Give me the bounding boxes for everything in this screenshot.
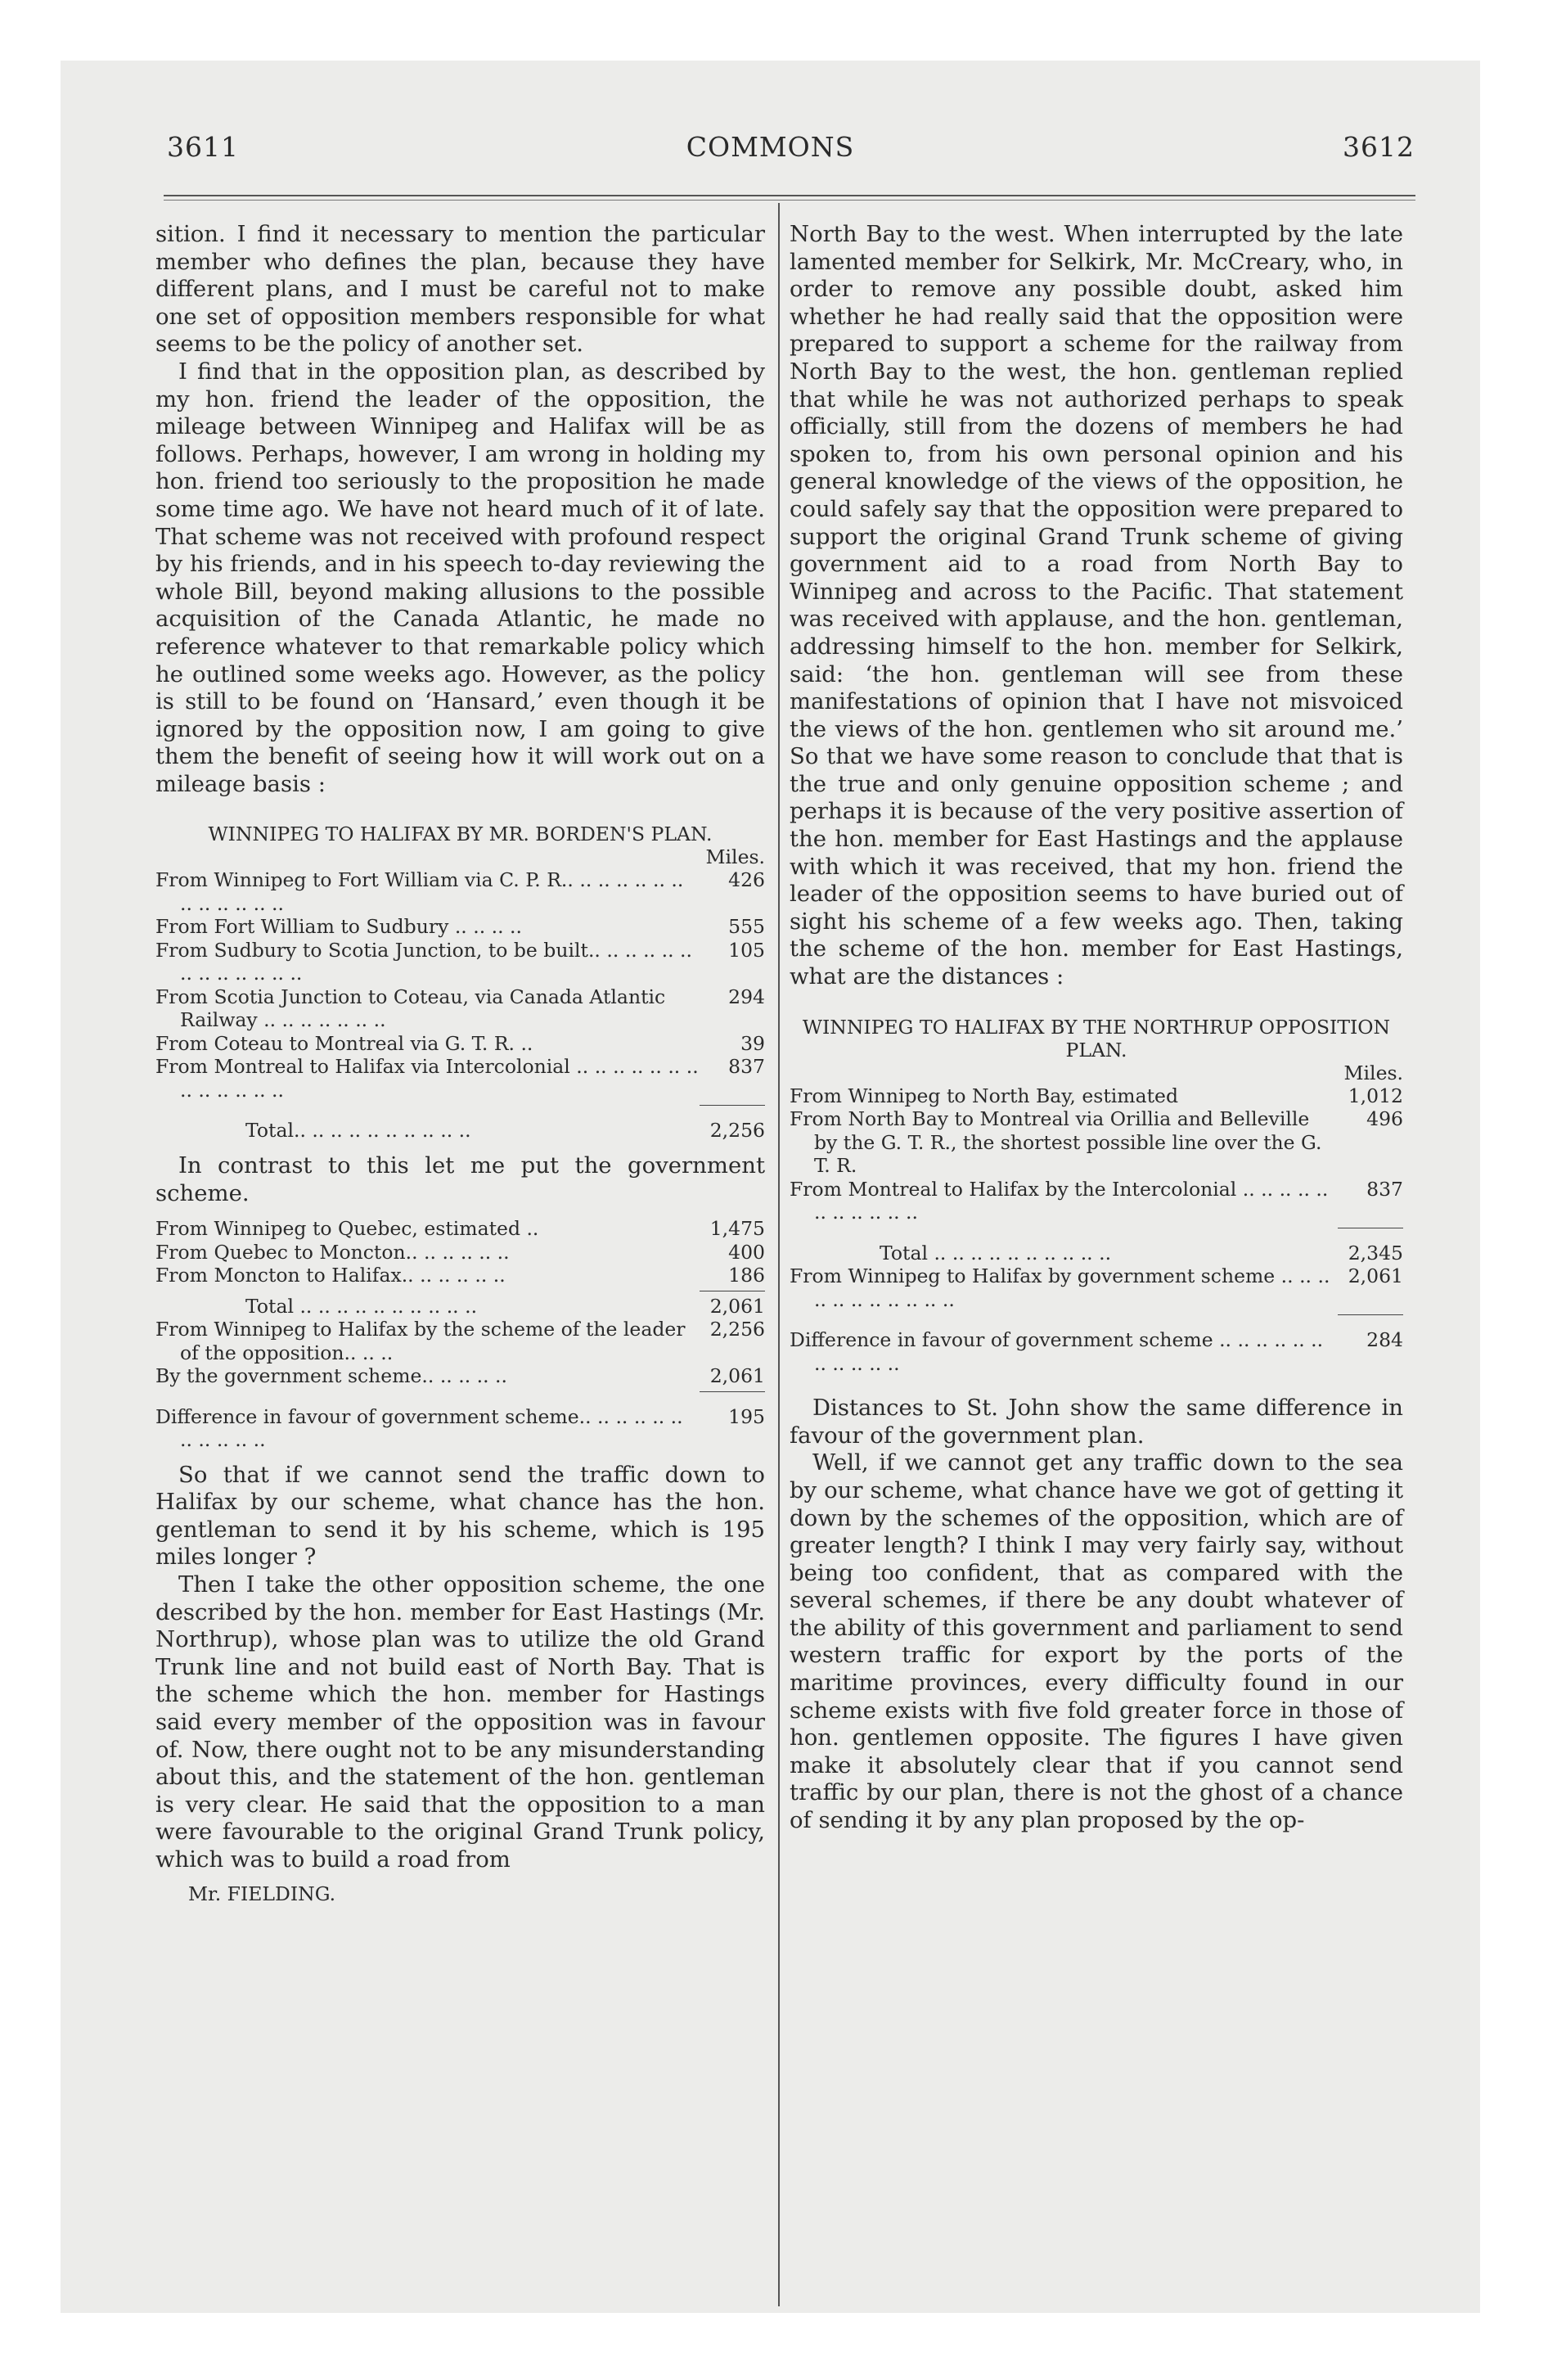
paragraph: Distances to St. John show the same difference in favour of the government plan.: [790, 1395, 1403, 1449]
table-row: From Montreal to Halifax by the Intercolonial .. .. .. .. .. .. .. .. .. .. .. 837: [790, 1177, 1403, 1224]
left-column: [155, 221, 765, 1908]
table-row: From Winnipeg to Halifax by government scheme .. .. .. .. .. .. .. .. .. .. .. 2,061: [790, 1264, 1403, 1311]
total-row: Total .. .. .. .. .. .. .. .. .. .. 2,345: [880, 1241, 1403, 1264]
table-row: From North Bay to Montreal via Orillia and Belleville by the G. T. R., the shortest possible line over the G. T. R. 496: [790, 1107, 1403, 1178]
left-page-number: 3611: [167, 131, 239, 163]
header-rule-thin: [164, 200, 1415, 201]
right-page-number: 3612: [1343, 131, 1415, 163]
total-row: Total .. .. .. .. .. .. .. .. .. .. 2,061: [245, 1294, 765, 1318]
table-row: From Winnipeg to Quebec, estimated .. 1,475: [155, 1217, 765, 1241]
government-table: [155, 1217, 765, 1452]
paragraph: sition. I find it necessary to mention the particular member who defines the plan, because they have different plans, and I must be careful not to make one set of opposition members responsible for what seems to be the policy of another set.: [155, 221, 765, 358]
northrup-table: [790, 1084, 1403, 1376]
sum-rule: [700, 1391, 765, 1392]
sum-rule: [700, 1105, 765, 1106]
table-title: WINNIPEG TO HALIFAX BY THE NORTHRUP OPPOSITION PLAN.: [802, 1015, 1391, 1062]
difference-row: Difference in favour of government scheme .. .. .. .. .. .. .. .. .. .. .. 284: [790, 1328, 1403, 1375]
mileage-table: [155, 868, 765, 1143]
miles-heading: Miles.: [705, 845, 765, 869]
paragraph: Then I take the other opposition scheme, the one described by the hon. member for East Hastings (Mr. Northrup), whose plan was to utilize the old Grand Trunk line and not build east of North Bay. That is the scheme which the hon. member for Hastings said every member of the opposition was in favour of. Now, there ought not to be any misunderstanding about this, and the statement of the hon. gentleman is very clear. He said that the opposition to a man were favourable to the original Grand Trunk policy, which was to build a road from: [155, 1571, 765, 1873]
right-column: [790, 221, 1403, 1835]
header-rule: [164, 195, 1415, 196]
paragraph: Well, if we cannot get any traffic down to the sea by our scheme, what chance have we got of getting it down by the schemes of the opposition, which are of greater length? I think I may very fairly say, without being too confident, that as compared with the several schemes, if there be any doubt whatever of the ability of this government and parliament to send western traffic for export by the ports of the maritime provinces, every difficulty found in our scheme exists with five fold greater force in those of hon. gentlemen opposite. The figures I have given make it absolutely clear that if you cannot send traffic by our plan, there is not the ghost of a chance of sending it by any plan proposed by the op-: [790, 1449, 1403, 1834]
table-row: From Montreal to Halifax via Intercolonial .. .. .. .. .. .. .. .. .. .. .. .. .. 837: [155, 1055, 765, 1102]
difference-row: Difference in favour of government scheme.. .. .. .. .. .. .. .. .. .. .. 195: [155, 1404, 765, 1452]
paragraph: North Bay to the west. When interrupted by the late lamented member for Selkirk, Mr. McCreary, who, in order to remove any possible doubt, asked him whether he had really said that the opposition were prepared to support a scheme for the railway from North Bay to the west, the hon. gentleman replied that while he was not authorized perhaps to speak officially, still from the dozens of members he had spoken to, from his own personal opinion and his general knowledge of the views of the opposition, he could safely say that the opposition were prepared to support the original Grand Trunk scheme of giving government aid to a road from North Bay to Winnipeg and across to the Pacific. That statement was received with applause, and the hon. gentleman, addressing himself to the hon. member for Selkirk, said: ‘the hon. gentleman will see from these manifestations of opinion that I have not misvoiced the views of the hon. gentlemen who sit around me.’ So that we have some reason to conclude that that is the true and only genuine opposition scheme ; and perhaps it is because of the very positive assertion of the hon. member for East Hastings and the applause with which it was received, that my hon. friend the leader of the opposition seems to have buried out of sight his scheme of a few weeks ago. Then, taking the scheme of the hon. member for East Hastings, what are the distances :: [790, 221, 1403, 990]
table-row: From Winnipeg to Fort William via C. P. R.. .. .. .. .. .. .. .. .. .. .. .. .. 426: [155, 868, 765, 915]
column-divider: [778, 203, 780, 2306]
table-row: From Winnipeg to North Bay, estimated 1,012: [790, 1084, 1403, 1107]
running-title: COMMONS: [686, 131, 855, 163]
table-row: By the government scheme.. .. .. .. .. 2,061: [155, 1364, 765, 1388]
paragraph: So that if we cannot send the traffic down to Halifax by our scheme, what chance has the hon. gentleman to send it by his scheme, which is 195 miles longer ?: [155, 1461, 765, 1571]
page-header: [61, 61, 1480, 192]
table-row: From Fort William to Sudbury .. .. .. .. 555: [155, 915, 765, 939]
total-row: Total.. .. .. .. .. .. .. .. .. .. 2,256: [245, 1119, 765, 1143]
paragraph: In contrast to this let me put the government scheme.: [155, 1152, 765, 1206]
paragraph: I find that in the opposition plan, as described by my hon. friend the leader of the opposition, the mileage between Winnipeg and Halifax will be as follows. Perhaps, however, I am wrong in holding my hon. friend too seriously to the proposition he made some time ago. We have not heard much of it of late. That scheme was not received with profound respect by his friends, and in his speech to-day reviewing the whole Bill, beyond making allusions to the possible acquisition of the Canada Atlantic, he made no reference whatever to that remarkable policy which he outlined some weeks ago. However, as the policy is still to be found on ‘Hansard,’ even though it be ignored by the opposition now, I am going to give them the benefit of seeing how it will work out on a mileage basis :: [155, 358, 765, 797]
sum-rule: [1338, 1314, 1403, 1315]
table-row: From Winnipeg to Halifax by the scheme of the leader of the opposition.. .. .. 2,256: [155, 1318, 765, 1364]
table-row: From Moncton to Halifax.. .. .. .. .. .. 186: [155, 1264, 765, 1287]
table-title: WINNIPEG TO HALIFAX BY MR. BORDEN'S PLAN.: [208, 823, 713, 846]
table-row: From Scotia Junction to Coteau, via Canada Atlantic Railway .. .. .. .. .. .. .. 294: [155, 985, 765, 1032]
speaker-footer: Mr. FIELDING.: [188, 1882, 336, 1905]
table-row: From Coteau to Montreal via G. T. R. .. 39: [155, 1031, 765, 1055]
table-row: From Quebec to Moncton.. .. .. .. .. .. 400: [155, 1240, 765, 1264]
table-row: From Sudbury to Scotia Junction, to be built.. .. .. .. .. .. .. .. .. .. .. .. .. 105: [155, 938, 765, 985]
miles-heading: Miles.: [1343, 1061, 1403, 1084]
